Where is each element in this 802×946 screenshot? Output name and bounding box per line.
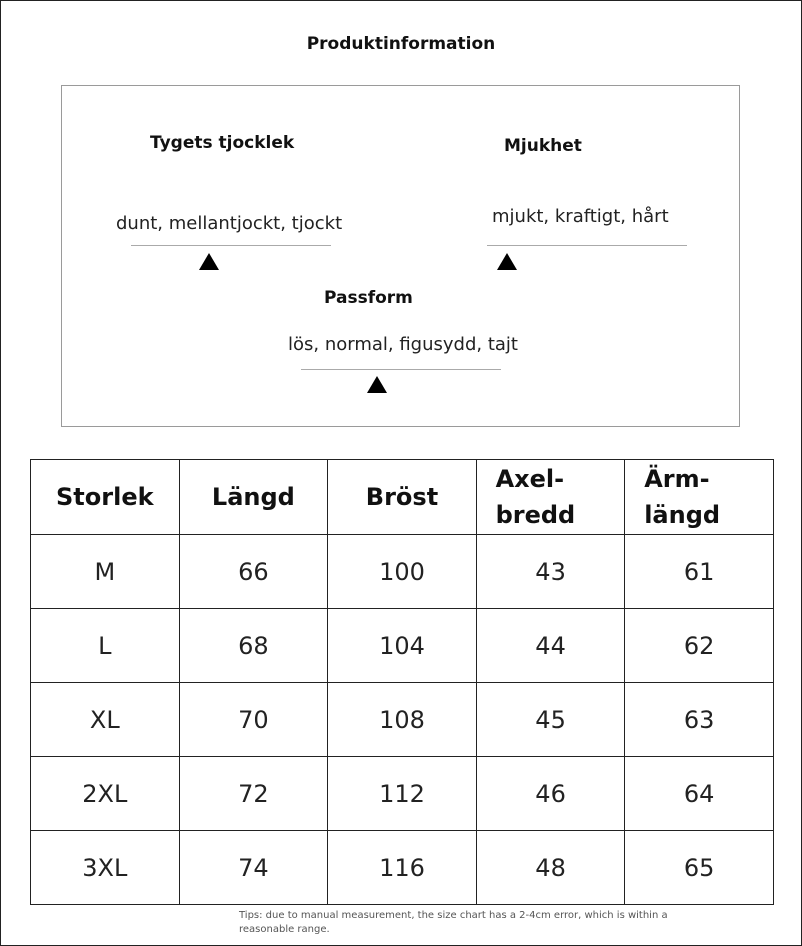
cell-length: 68 [179,609,328,683]
header-chest: Bröst [328,460,477,535]
thickness-marker-icon [199,253,219,270]
fit-scale-line [301,369,501,370]
cell-sleeve-length: 63 [625,683,774,757]
thickness-options: dunt, mellantjockt, tjockt [116,213,343,234]
cell-chest: 108 [328,683,477,757]
cell-length: 74 [179,831,328,905]
thickness-heading: Tygets tjocklek [150,133,295,153]
header-sleeve-length: Ärm- längd [625,460,774,535]
cell-chest: 112 [328,757,477,831]
cell-size: L [31,609,180,683]
table-row [31,757,774,831]
softness-marker-icon [497,253,517,270]
fit-marker-icon [367,376,387,393]
table-row [31,609,774,683]
size-table [30,459,774,905]
table-row [31,683,774,757]
cell-shoulder-width: 48 [476,831,625,905]
softness-heading: Mjukhet [504,136,582,156]
cell-length: 66 [179,535,328,609]
cell-chest: 116 [328,831,477,905]
cell-chest: 100 [328,535,477,609]
thickness-scale-line [131,245,331,246]
cell-shoulder-width: 45 [476,683,625,757]
cell-size: M [31,535,180,609]
cell-length: 70 [179,683,328,757]
softness-options: mjukt, kraftigt, hårt [492,206,669,227]
page-title: Produktinformation [306,34,496,54]
tips-note: Tips: due to manual measurement, the size chart has a 2-4cm error, which is within a reasonable range. [239,910,668,935]
cell-length: 72 [179,757,328,831]
table-row [31,535,774,609]
header-size: Storlek [31,460,180,535]
softness-scale-line [487,245,687,246]
header-shoulder-width: Axel- bredd [476,460,625,535]
table-row [31,831,774,905]
fit-heading: Passform [324,288,413,308]
cell-sleeve-length: 62 [625,609,774,683]
cell-size: XL [31,683,180,757]
fit-options: lös, normal, figusydd, tajt [288,334,518,355]
cell-shoulder-width: 44 [476,609,625,683]
cell-sleeve-length: 64 [625,757,774,831]
cell-chest: 104 [328,609,477,683]
cell-shoulder-width: 46 [476,757,625,831]
cell-shoulder-width: 43 [476,535,625,609]
size-table-header-row [31,460,774,535]
cell-size: 2XL [31,757,180,831]
cell-sleeve-length: 61 [625,535,774,609]
header-length: Längd [179,460,328,535]
cell-size: 3XL [31,831,180,905]
cell-sleeve-length: 65 [625,831,774,905]
